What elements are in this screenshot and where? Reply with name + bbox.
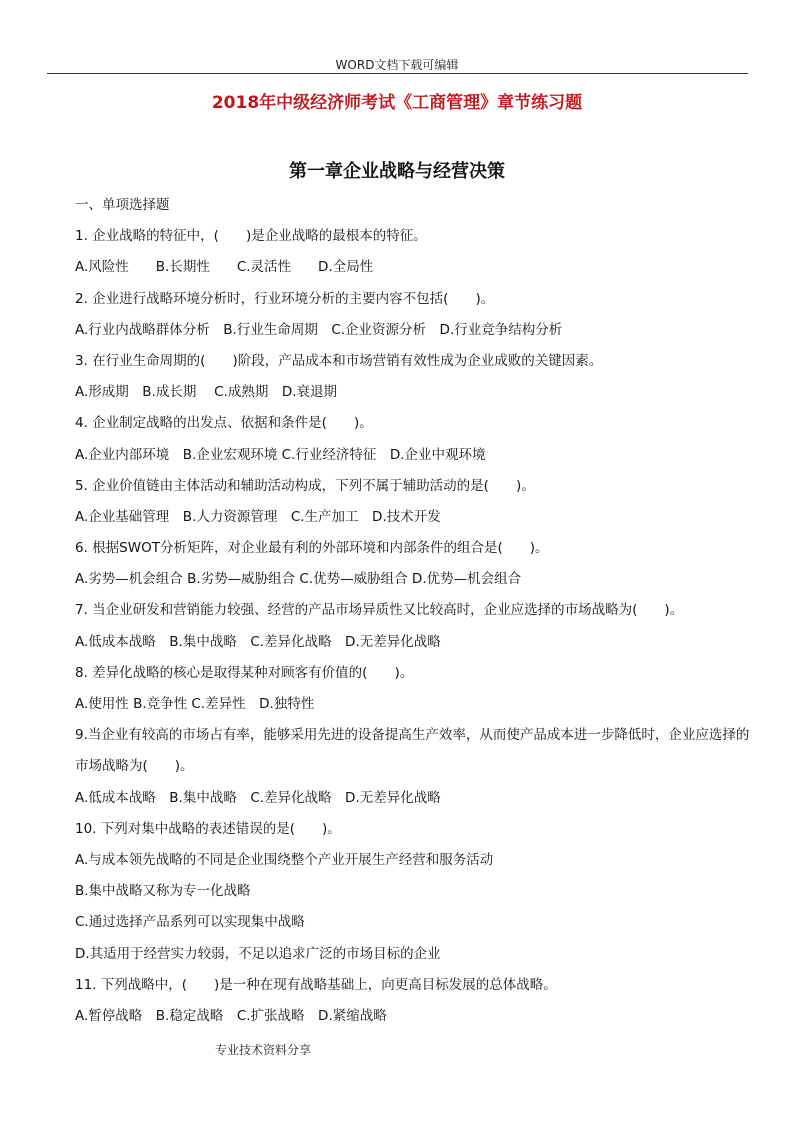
page-footer: 专业技术资料分享: [215, 1043, 312, 1057]
question-4: 4. 企业制定战略的出发点、依据和条件是( )。: [75, 415, 373, 432]
question-list: [75, 190, 751, 1032]
document-title: 2018年中级经济师考试《工商管理》章节练习题: [211, 93, 583, 113]
option-10-b: B.集中战略又称为专一化战略: [75, 883, 251, 900]
option-10-c: C.通过选择产品系列可以实现集中战略: [75, 914, 305, 931]
question-1: 1. 企业战略的特征中，( )是企业战略的最根本的特征。: [75, 228, 427, 245]
question-7: 7. 当企业研发和营销能力较强、经营的产品市场异质性又比较高时，企业应选择的市场战略为( )。: [75, 602, 684, 619]
question-5: 5. 企业价值链由主体活动和辅助活动构成，下列不属于辅助活动的是( )。: [75, 477, 535, 494]
section-heading: 一、单项选择题: [75, 197, 170, 213]
question-3: 3. 在行业生命周期的( )阶段，产品成本和市场营销有效性成为企业成败的关键因素。: [75, 352, 603, 369]
options-1: A.风险性 B.长期性 C.灵活性 D.全局性: [75, 259, 374, 276]
question-11: 11. 下列战略中，( )是一种在现有战略基础上，向更高目标发展的总体战略。: [75, 976, 557, 993]
question-6: 6. 根据SWOT分析矩阵，对企业最有利的外部环境和内部条件的组合是( )。: [75, 540, 549, 557]
question-2: 2. 企业进行战略环境分析时，行业环境分析的主要内容不包括( )。: [75, 290, 495, 307]
options-6: A.劣势—机会组合 B.劣势—威胁组合 C.优势—威胁组合 D.优势—机会组合: [75, 571, 522, 588]
options-7: A.低成本战略 B.集中战略 C.差异化战略 D.无差异化战略: [75, 633, 441, 650]
options-9: A.低成本战略 B.集中战略 C.差异化战略 D.无差异化战略: [75, 789, 441, 806]
page-header: WORD文档下载可编辑: [335, 58, 459, 72]
question-9: 9.当企业有较高的市场占有率，能够采用先进的设备提高生产效率，从而使产品成本进一步降低时，企业应选择的市场战略为( )。: [75, 727, 750, 775]
question-8: 8. 差异化战略的核心是取得某种对顾客有价值的( )。: [75, 664, 414, 681]
option-10-d: D.其适用于经营实力较弱，不足以追求广泛的市场目标的企业: [75, 945, 441, 962]
options-8: A.使用性 B.竞争性 C.差异性 D.独特性: [75, 696, 315, 712]
options-2: A.行业内战略群体分析 B.行业生命周期 C.企业资源分析 D.行业竞争结构分析: [75, 321, 563, 338]
option-10-a: A.与成本领先战略的不同是企业围绕整个产业开展生产经营和服务活动: [75, 851, 494, 868]
header-divider: [47, 73, 748, 74]
chapter-heading: 第一章企业战略与经营决策: [289, 161, 505, 182]
options-11: A.暂停战略 B.稳定战略 C.扩张战略 D.紧缩战略: [75, 1007, 387, 1024]
options-5: A.企业基础管理 B.人力资源管理 C.生产加工 D.技术开发: [75, 508, 441, 525]
options-4: A.企业内部环境 B.企业宏观环境 C.行业经济特征 D.企业中观环境: [75, 446, 486, 463]
options-3: A.形成期 B.成长期 C.成熟期 D.衰退期: [75, 384, 338, 401]
question-10: 10. 下列对集中战略的表述错误的是( )。: [75, 820, 341, 837]
